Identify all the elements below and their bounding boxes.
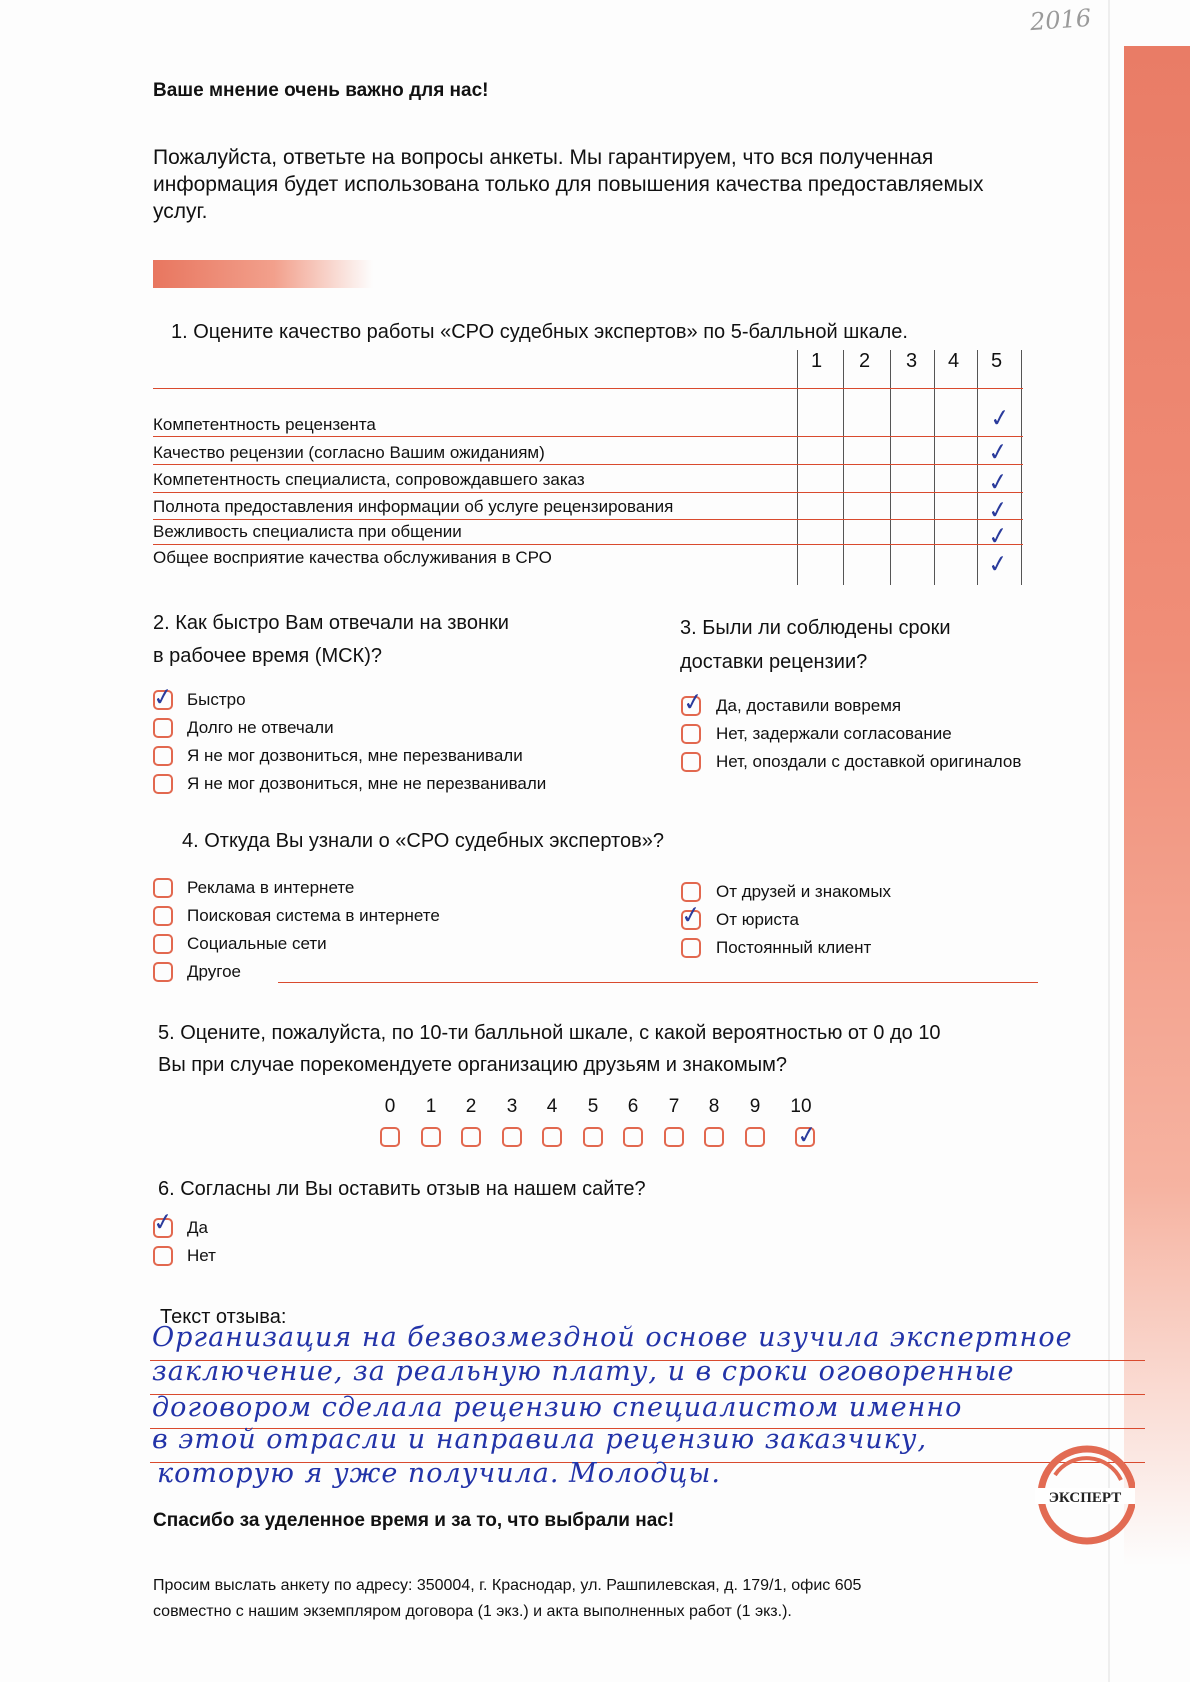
review-handwriting: которую я уже получила. Молодцы. bbox=[157, 1458, 721, 1489]
q6-checkbox[interactable] bbox=[153, 1246, 173, 1266]
review-label: Текст отзыва: bbox=[160, 1306, 287, 1328]
q4-option-label: От юриста bbox=[716, 910, 799, 929]
q1-scale-2: 2 bbox=[859, 350, 871, 372]
review-handwriting: в этой отрасли и направила рецензию заказчику, bbox=[152, 1424, 928, 1455]
q1-row-label: Компетентность рецензента bbox=[153, 415, 376, 434]
year-stamp: 2016 bbox=[1029, 3, 1092, 37]
q1-check-icon[interactable]: ✓ bbox=[986, 466, 1010, 498]
q3-title: 3. Были ли соблюдены сроки bbox=[680, 617, 951, 639]
q4-checkbox[interactable] bbox=[153, 906, 173, 926]
q1-row-label: Общее восприятие качества обслуживания в СРО bbox=[153, 548, 552, 567]
q5-check-icon: ✓ bbox=[795, 1119, 819, 1151]
row-divider bbox=[153, 388, 1023, 389]
q4-checkbox[interactable] bbox=[153, 934, 173, 954]
q2-option-label: Быстро bbox=[187, 690, 246, 709]
q5-checkbox[interactable] bbox=[502, 1127, 522, 1147]
q4-option-label: Другое bbox=[187, 962, 242, 981]
q1-scale-1: 1 bbox=[811, 350, 823, 372]
q2-title: 2. Как быстро Вам отвечали на звонки bbox=[153, 612, 509, 634]
q1-scale-4: 4 bbox=[948, 350, 960, 372]
grid-line bbox=[934, 350, 935, 585]
q6-option-label: Да bbox=[187, 1218, 208, 1237]
q5-scale-2: 2 bbox=[465, 1096, 477, 1117]
page-title: Ваше мнение очень важно для нас! bbox=[153, 80, 489, 101]
grid-line bbox=[797, 350, 798, 585]
q5-checkbox[interactable] bbox=[664, 1127, 684, 1147]
q5-checkbox[interactable] bbox=[421, 1127, 441, 1147]
q5-scale-0: 0 bbox=[384, 1096, 396, 1117]
q1-check-icon[interactable]: ✓ bbox=[986, 436, 1010, 468]
q2-title: в рабочее время (МСК)? bbox=[153, 645, 382, 667]
q5-checkbox[interactable] bbox=[542, 1127, 562, 1147]
address-text: Просим выслать анкету по адресу: 350004, г. Краснодар, ул. Рашпилевская, д. 179/1, офис 605 bbox=[153, 1577, 862, 1594]
q6-check-icon: ✓ bbox=[151, 1206, 175, 1238]
review-handwriting: заключение, за реальную плату, и в сроки оговоренные bbox=[152, 1356, 1015, 1387]
q1-scale-3: 3 bbox=[906, 350, 918, 372]
company-logo bbox=[1035, 1440, 1135, 1550]
q4-checkbox[interactable] bbox=[681, 938, 701, 958]
q2-option-label: Я не мог дозвониться, мне перезванивали bbox=[187, 746, 523, 765]
grid-line bbox=[1021, 350, 1022, 585]
q3-option-label: Да, доставили вовремя bbox=[716, 696, 902, 715]
q5-scale-8: 8 bbox=[708, 1096, 720, 1117]
grid-line bbox=[977, 350, 978, 585]
q3-title: доставки рецензии? bbox=[680, 651, 868, 673]
row-divider bbox=[153, 544, 1023, 545]
q1-title: 1. Оцените качество работы «СРО судебных экспертов» по 5-балльной шкале. bbox=[171, 321, 908, 343]
grid-line bbox=[890, 350, 891, 585]
row-divider bbox=[153, 492, 1023, 493]
q5-title: 5. Оцените, пожалуйста, по 10-ти балльной шкале, с какой вероятностью от 0 до 10 bbox=[158, 1022, 941, 1044]
q4-option-label: Социальные сети bbox=[187, 934, 327, 953]
q5-checkbox[interactable] bbox=[583, 1127, 603, 1147]
q2-option-label: Долго не отвечали bbox=[187, 718, 334, 737]
q4-checkbox[interactable] bbox=[153, 878, 173, 898]
q3-checkbox[interactable] bbox=[681, 724, 701, 744]
q6-title: 6. Согласны ли Вы оставить отзыв на нашем сайте? bbox=[158, 1178, 646, 1200]
q3-option-label: Нет, задержали согласование bbox=[716, 724, 952, 743]
review-handwriting: договором сделала рецензию специалистом именно bbox=[152, 1392, 963, 1423]
q3-check-icon: ✓ bbox=[681, 686, 705, 718]
q4-title: 4. Откуда Вы узнали о «СРО судебных экспертов»? bbox=[182, 830, 664, 852]
q5-checkbox[interactable] bbox=[745, 1127, 765, 1147]
decorative-band bbox=[153, 260, 373, 288]
side-stripe bbox=[1124, 46, 1190, 1566]
q1-row-label: Качество рецензии (согласно Вашим ожиданиям) bbox=[153, 443, 545, 462]
q5-scale-6: 6 bbox=[627, 1096, 639, 1117]
grid-line bbox=[843, 350, 844, 585]
paper-fold bbox=[1108, 0, 1110, 1682]
q4-option-label: Поисковая система в интернете bbox=[187, 906, 440, 925]
intro-text: Пожалуйста, ответьте на вопросы анкеты. Мы гарантируем, что вся полученная информация будет использована только для повышения качества предоставляемых услуг. bbox=[153, 146, 984, 223]
q5-checkbox[interactable] bbox=[704, 1127, 724, 1147]
q5-checkbox[interactable] bbox=[380, 1127, 400, 1147]
q1-check-icon[interactable]: ✓ bbox=[986, 520, 1010, 552]
q2-check-icon: ✓ bbox=[151, 681, 175, 713]
q1-row-label: Вежливость специалиста при общении bbox=[153, 522, 462, 541]
q5-scale-9: 9 bbox=[749, 1096, 761, 1117]
q2-checkbox[interactable] bbox=[153, 746, 173, 766]
q1-check-icon[interactable]: ✓ bbox=[986, 494, 1010, 526]
q5-scale-10: 10 bbox=[790, 1096, 812, 1117]
q5-scale-3: 3 bbox=[506, 1096, 518, 1117]
q1-scale-5: 5 bbox=[991, 350, 1003, 372]
row-divider bbox=[153, 519, 1023, 520]
q4-check-icon: ✓ bbox=[679, 899, 703, 931]
q5-checkbox[interactable] bbox=[461, 1127, 481, 1147]
q4-option-label: Постоянный клиент bbox=[716, 938, 872, 957]
q6-option-label: Нет bbox=[187, 1246, 216, 1265]
address-text: совместно с нашим экземпляром договора (1 экз.) и акта выполненных работ (1 экз.). bbox=[153, 1603, 792, 1620]
row-divider bbox=[153, 464, 1023, 465]
thanks-text: Спасибо за уделенное время и за то, что выбрали нас! bbox=[153, 1510, 675, 1531]
q4-checkbox[interactable] bbox=[153, 962, 173, 982]
q4-option-label: Реклама в интернете bbox=[187, 878, 355, 897]
q3-checkbox[interactable] bbox=[681, 752, 701, 772]
q1-row-label: Полнота предоставления информации об услуге рецензирования bbox=[153, 497, 674, 516]
q5-scale-7: 7 bbox=[668, 1096, 680, 1117]
q5-checkbox[interactable] bbox=[623, 1127, 643, 1147]
q3-option-label: Нет, опоздали с доставкой оригиналов bbox=[716, 752, 1022, 771]
q5-title: Вы при случае порекомендуете организацию друзьям и знакомым? bbox=[158, 1054, 787, 1076]
q5-scale-5: 5 bbox=[587, 1096, 599, 1117]
q5-scale-4: 4 bbox=[546, 1096, 558, 1117]
q2-checkbox[interactable] bbox=[153, 718, 173, 738]
logo-text: ЭКСПЕРТ bbox=[1048, 1490, 1122, 1506]
q1-check-icon[interactable]: ✓ bbox=[988, 402, 1012, 434]
other-answer-line[interactable] bbox=[278, 982, 1038, 983]
q2-checkbox[interactable] bbox=[153, 774, 173, 794]
row-divider bbox=[153, 436, 1023, 437]
logo-mark bbox=[1035, 1440, 1135, 1550]
q4-option-label: От друзей и знакомых bbox=[716, 882, 892, 901]
q1-row-label: Компетентность специалиста, сопровождавшего заказ bbox=[153, 470, 585, 489]
review-handwriting: Организация на безвозмездной основе изучила экспертное bbox=[152, 1322, 1073, 1353]
q2-option-label: Я не мог дозвониться, мне не перезванивали bbox=[187, 774, 547, 793]
q1-check-icon[interactable]: ✓ bbox=[986, 548, 1010, 580]
q5-scale-1: 1 bbox=[425, 1096, 437, 1117]
